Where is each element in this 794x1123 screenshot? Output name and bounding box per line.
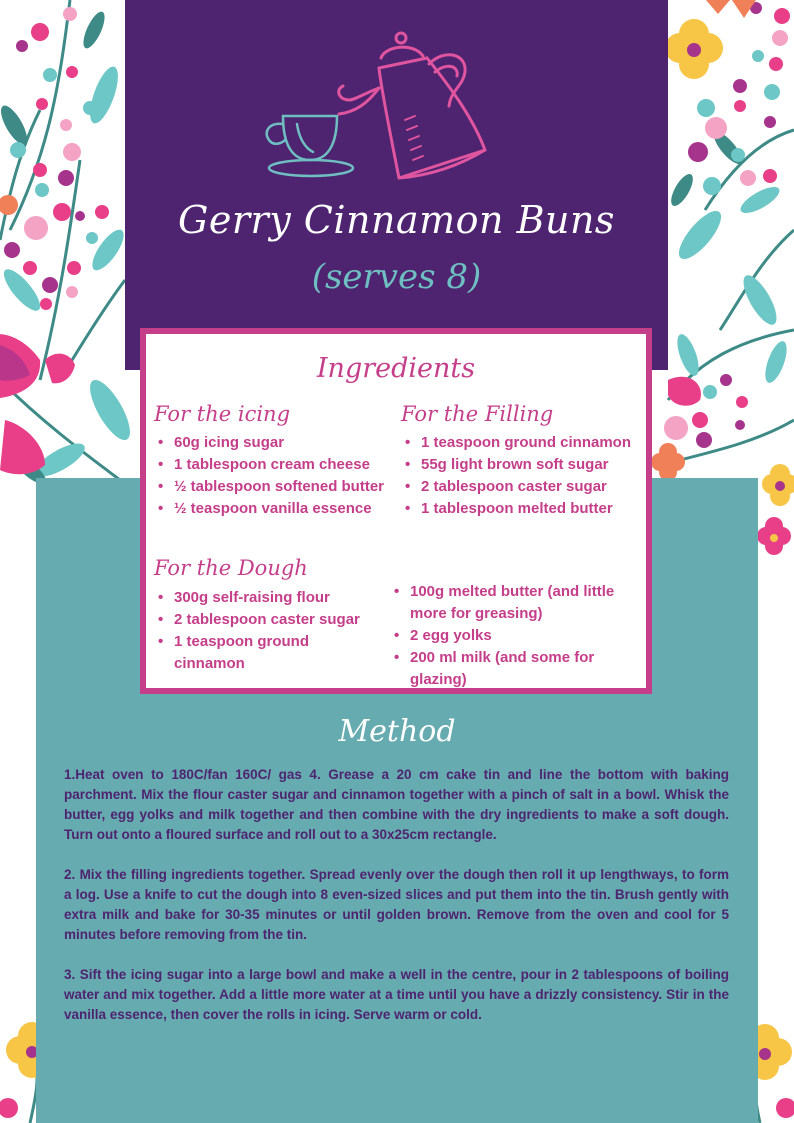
filling-list xyxy=(401,432,647,520)
icing-heading: For the icing xyxy=(154,402,291,426)
servings-subtitle: (serves 8) xyxy=(311,257,482,297)
ingredients-heading: Ingredients xyxy=(316,353,476,384)
dough-list-left xyxy=(154,587,374,675)
teapot-and-teacup-icon xyxy=(255,28,495,188)
list-item: • 1 teaspoon ground cinnamon xyxy=(401,432,647,454)
list-item: • 2 tablespoon caster sugar xyxy=(401,476,647,498)
method-step: 2. Mix the filling ingredients together. Spread evenly over the dough then roll it up lengthways, to form a log. Use a knife to cut the dough into 8 even-sized slices and put them into the tin. Brush gently with extra milk and bake for 30-35 minutes or until golden brown. Remove from the oven and cool for 5 minutes before removing from the tin. xyxy=(64,867,729,942)
page-title: Gerry Cinnamon Buns xyxy=(178,198,615,242)
list-item: • ½ tablespoon softened butter xyxy=(154,476,394,498)
list-item: • 1 teaspoon ground cinnamon xyxy=(154,631,374,675)
icing-list xyxy=(154,432,394,520)
ingredients-card xyxy=(140,328,652,694)
dough-heading: For the Dough xyxy=(154,556,308,580)
method-steps xyxy=(64,765,729,1045)
list-item: • 2 egg yolks xyxy=(390,625,630,647)
list-item: • 1 tablespoon cream cheese xyxy=(154,454,394,476)
dough-list-right xyxy=(390,581,630,691)
method-step: 1.Heat oven to 180C/fan 160C/ gas 4. Grease a 20 cm cake tin and line the bottom with baking parchment. Mix the flour caster sugar and cinnamon together with a pinch of salt in a bowl. Whisk the butter, egg yolks and milk together and then combine with the dry ingredients to make a soft dough. Turn out onto a floured surface and roll out to a 30x25cm rectangle. xyxy=(64,767,729,842)
list-item: • 60g icing sugar xyxy=(154,432,394,454)
list-item: • 1 tablespoon melted butter xyxy=(401,498,647,520)
list-item: • 300g self-raising flour xyxy=(154,587,374,609)
list-item: • ½ teaspoon vanilla essence xyxy=(154,498,394,520)
list-item: • 55g light brown soft sugar xyxy=(401,454,647,476)
filling-heading: For the Filling xyxy=(401,402,554,426)
list-item: • 100g melted butter (and little more for greasing) xyxy=(390,581,630,625)
method-heading: Method xyxy=(338,714,456,749)
method-step: 3. Sift the icing sugar into a large bowl and make a well in the centre, pour in 2 tablespoons of boiling water and mix together. Add a little more water at a time until you have a drizzly consistency. Stir in the vanilla essence, then cover the rolls in icing. Serve warm or cold. xyxy=(64,967,729,1022)
list-item: • 2 tablespoon caster sugar xyxy=(154,609,374,631)
list-item: • 200 ml milk (and some for glazing) xyxy=(390,647,630,691)
